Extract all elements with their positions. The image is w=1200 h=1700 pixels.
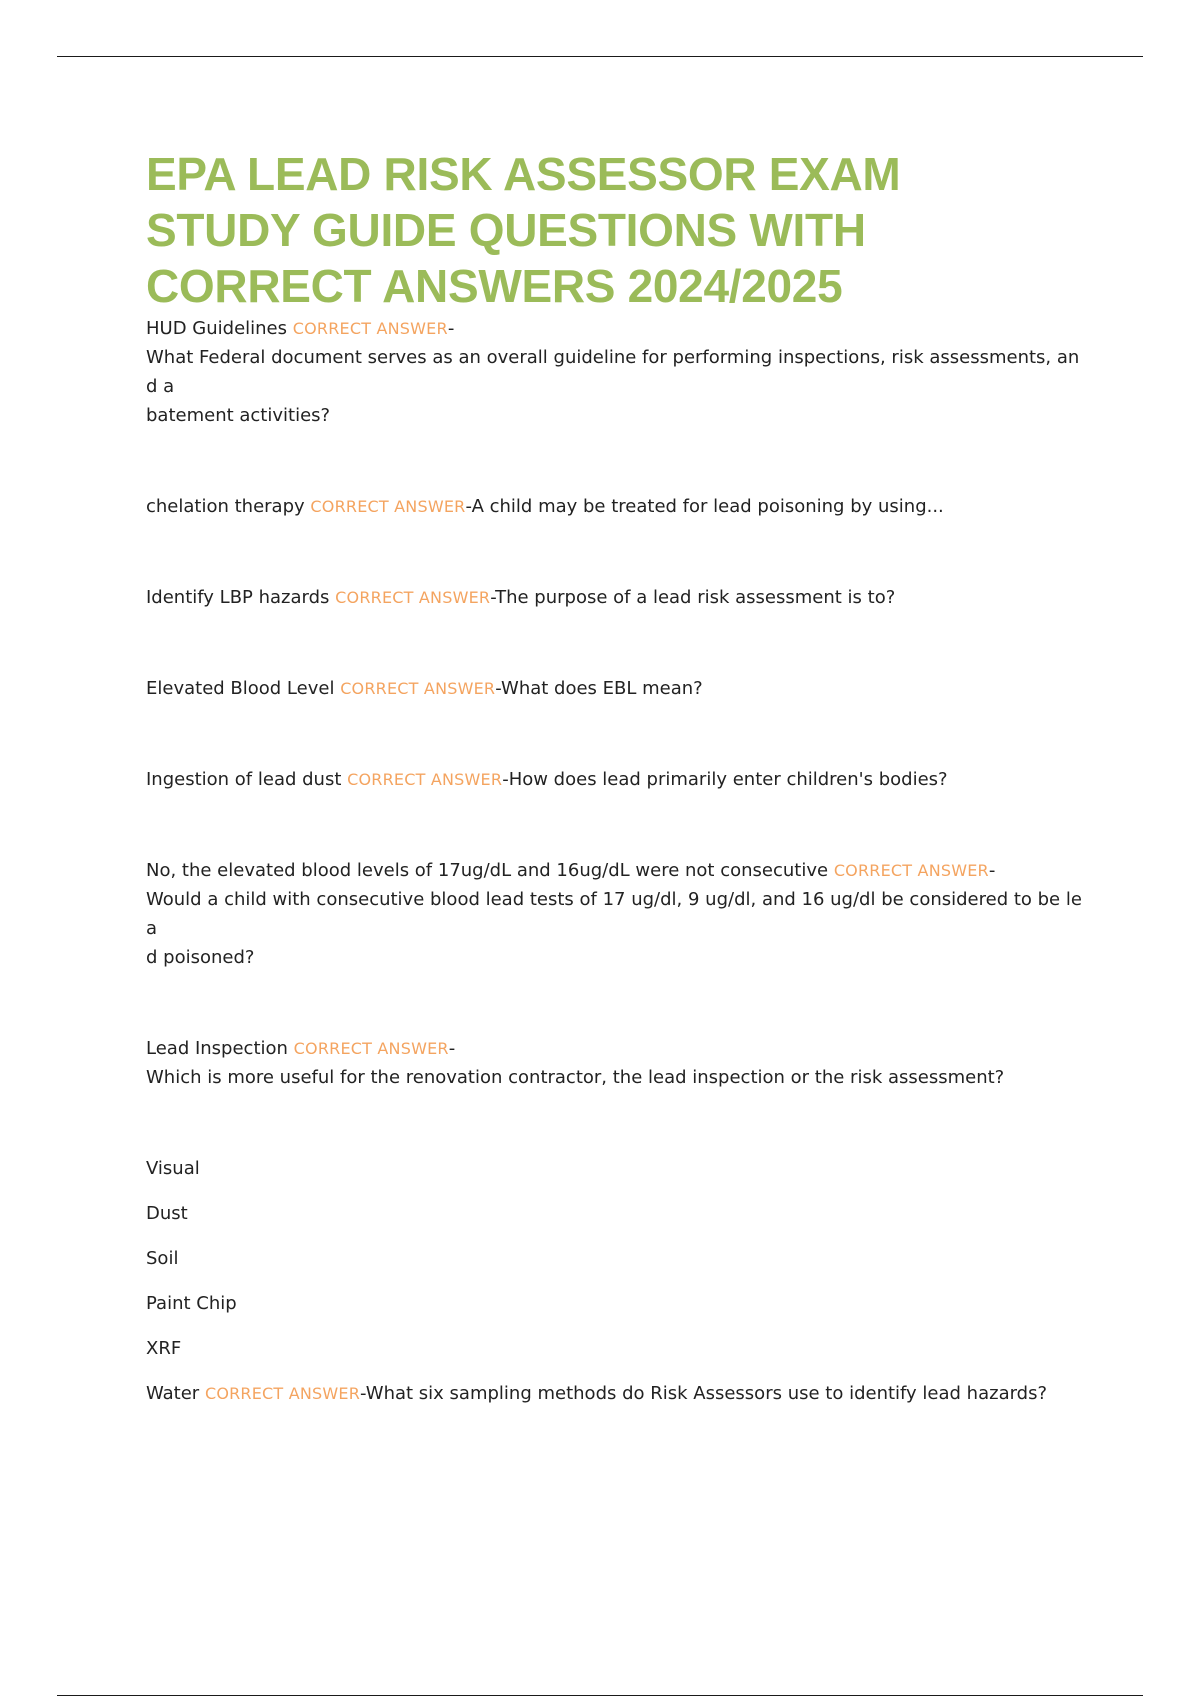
- document-title: [146, 146, 1086, 314]
- correct-answer-marker: CORRECT ANSWER: [340, 679, 496, 698]
- answer-text: Lead Inspection: [146, 1038, 288, 1059]
- question-text: A child may be treated for lead poisoning by using...: [471, 496, 944, 517]
- qa-item: [146, 583, 1086, 612]
- question-text: Would a child with consecutive blood lead tests of 17 ug/dl, 9 ug/dl, and 16 ug/dl be considered to be lea: [146, 889, 1082, 939]
- correct-answer-marker: CORRECT ANSWER: [833, 861, 989, 880]
- question-text: What Federal document serves as an overall guideline for performing inspections, risk assessments, and a: [146, 347, 1080, 397]
- qa-item-sampling: [146, 1154, 1086, 1408]
- question-text: What six sampling methods do Risk Assessors use to identify lead hazards?: [365, 1383, 1048, 1404]
- answer-line: Dust: [146, 1203, 188, 1224]
- correct-answer-marker: CORRECT ANSWER: [293, 1039, 449, 1058]
- answer-text: HUD Guidelines: [146, 318, 288, 339]
- question-text: How does lead primarily enter children's bodies?: [508, 769, 948, 790]
- document-body: [146, 146, 1086, 1408]
- answer-line: Soil: [146, 1248, 179, 1269]
- qa-item: [146, 314, 1086, 430]
- answer-text: Elevated Blood Level: [146, 678, 335, 699]
- answer-text: Identify LBP hazards: [146, 587, 330, 608]
- spacer: [146, 1092, 1086, 1154]
- title-line: EPA LEAD RISK ASSESSOR EXAM: [146, 148, 901, 200]
- answer-text: Water: [146, 1383, 200, 1404]
- spacer: [146, 430, 1086, 492]
- qa-first-line: [146, 314, 1086, 343]
- correct-answer-marker: CORRECT ANSWER: [292, 319, 448, 338]
- separator: -: [360, 1383, 366, 1404]
- question-text: What does EBL mean?: [501, 678, 703, 699]
- correct-answer-marker: CORRECT ANSWER: [204, 1384, 361, 1403]
- qa-item: [146, 1034, 1086, 1092]
- spacer: [146, 794, 1086, 856]
- separator: -: [988, 860, 996, 881]
- qa-item: [146, 856, 1086, 972]
- spacer: [146, 521, 1086, 583]
- separator: -: [490, 587, 496, 608]
- separator: -: [448, 1038, 456, 1059]
- qa-list: [146, 314, 1086, 1408]
- qa-item: [146, 765, 1086, 794]
- qa-item: [146, 674, 1086, 703]
- answer-line: Paint Chip: [146, 1293, 237, 1314]
- separator: -: [447, 318, 455, 339]
- top-rule: [57, 56, 1143, 57]
- separator: -: [465, 496, 472, 517]
- spacer: [146, 612, 1086, 674]
- answer-line: Visual: [146, 1158, 200, 1179]
- answer-text: No, the elevated blood levels of 17ug/dL and 16ug/dL were not consecutive: [146, 860, 829, 881]
- correct-answer-marker: CORRECT ANSWER: [310, 497, 466, 516]
- answer-line: XRF: [146, 1338, 182, 1359]
- qa-first-line: [146, 856, 1086, 885]
- answer-text: Ingestion of lead dust: [146, 769, 342, 790]
- bottom-rule: [57, 1695, 1143, 1696]
- answer-text: chelation therapy: [146, 496, 305, 517]
- qa-first-line: [146, 1034, 1086, 1063]
- question-text: The purpose of a lead risk assessment is to?: [495, 587, 896, 608]
- spacer: [146, 972, 1086, 1034]
- separator: -: [495, 678, 502, 699]
- correct-answer-marker: CORRECT ANSWER: [347, 770, 503, 789]
- question-text: Which is more useful for the renovation contractor, the lead inspection or the risk assessment?: [146, 1067, 1005, 1088]
- correct-answer-marker: CORRECT ANSWER: [335, 588, 491, 607]
- separator: -: [502, 769, 509, 790]
- spacer: [146, 703, 1086, 765]
- qa-item: [146, 492, 1086, 521]
- question-text: batement activities?: [146, 405, 331, 426]
- question-text: d poisoned?: [146, 947, 255, 968]
- title-line: CORRECT ANSWERS 2024/2025: [146, 260, 843, 312]
- title-line: STUDY GUIDE QUESTIONS WITH: [146, 204, 866, 256]
- qa-last-line: [146, 1379, 1086, 1408]
